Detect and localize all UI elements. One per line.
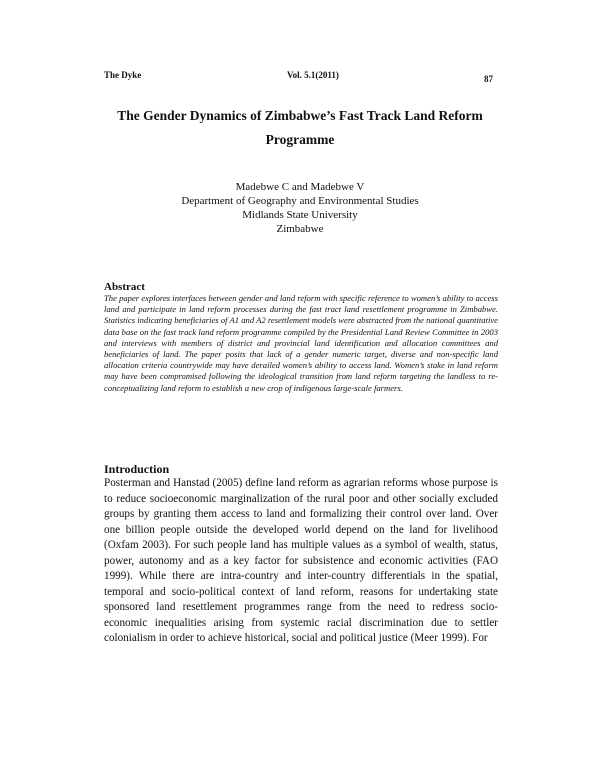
journal-name: The Dyke bbox=[104, 70, 142, 80]
abstract-text: The paper explores interfaces between gender and land reform with specific reference to women’s ability to access land and participate in land reform processes during the fast tract land resettlement programme in Zimbabwe. Statistics indicating beneficiaries of A1 and A2 resettlement models were abstracted from the national quantitative data base on the fast track land reform programme compiled by the Presidential Land Review Committee in 2003 and interviews with members of district and provincial land identification and allocation committees and beneficiaries of land. The paper posits that lack of a gender numeric target, diverse and non-specific land allocation criteria countrywide may have derailed women’s ability to access land. Women’s stake in land reform may have been compromised following the ideological transition from land reform targeting the landless to re-conceptualizing land reform to establish a new crop of indigenous large-scale farmers. bbox=[104, 293, 498, 393]
abstract-heading: Abstract bbox=[104, 281, 145, 293]
author-block bbox=[100, 180, 500, 236]
paper-title: The Gender Dynamics of Zimbabwe’s Fast Track Land Reform Programme bbox=[117, 108, 483, 147]
author-names: Madebwe C and Madebwe V bbox=[235, 181, 365, 193]
introduction-heading: Introduction bbox=[104, 462, 170, 476]
volume-label: Vol. 5.1(2011) bbox=[287, 70, 339, 80]
author-department: Department of Geography and Environmental Studies bbox=[181, 195, 419, 207]
introduction-text: Posterman and Hanstad (2005) define land reform as agrarian reforms whose purpose is to reduce socioeconomic marginalization of the rural poor and other socially excluded groups by granting them access to land and formalizing their control over land. Over one billion people outside the developed world depend on the land for livelihood (Oxfam 2003). For such people land has multiple values as a symbol of wealth, status, power, autonomy and as a key factor for subsistence and economic activities (FAO 1999). While there are intra-country and inter-country differentials in the spatial, temporal and socio-political context of land reform, reasons for undertaking state sponsored land resettlement programmes range from the need to redress socio-economic inequalities arising from systemic racial discrimination due to settler colonialism in order to achieve historical, social and political justice (Meer 1999). For bbox=[104, 477, 498, 644]
author-country: Zimbabwe bbox=[276, 223, 324, 235]
page-number: 87 bbox=[484, 74, 493, 84]
author-university: Midlands State University bbox=[242, 209, 358, 221]
